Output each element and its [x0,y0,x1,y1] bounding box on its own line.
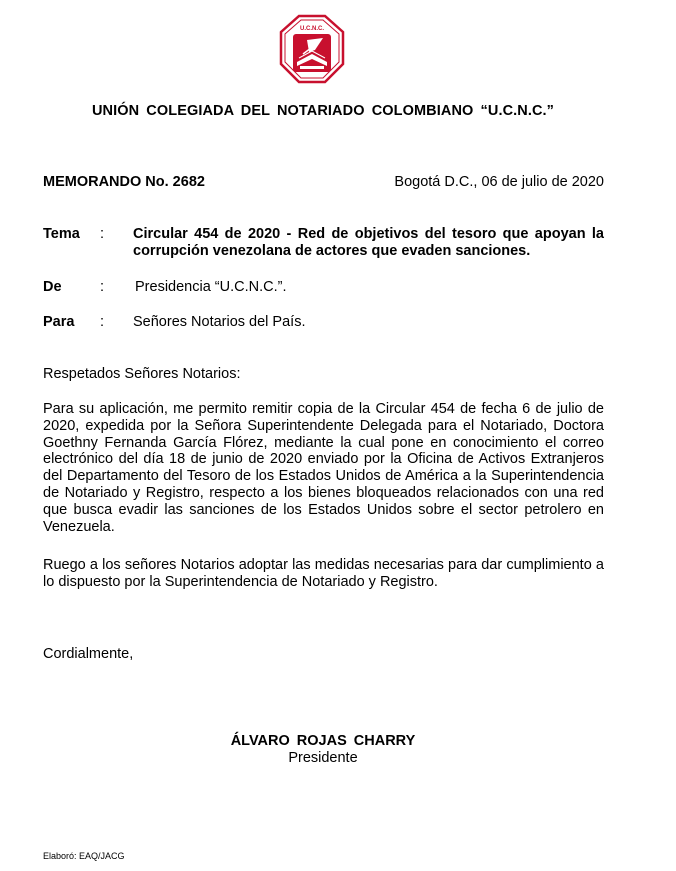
field-para-value: Señores Notarios del País. [133,314,306,330]
memo-header-row [43,174,604,190]
prepared-by: Elaboró: EAQ/JACG [43,851,125,861]
field-tema-label: Tema [43,226,80,242]
logo-text: U.C.N.C. [300,26,324,32]
field-de-label: De [43,279,62,295]
memo-date: Bogotá D.C., 06 de julio de 2020 [394,174,604,190]
field-tema-value: Circular 454 de 2020 - Red de objetivos del tesoro que apoyan la corrupción venezolana de actores que evaden sanciones. [133,226,604,259]
memo-number: MEMORANDO No. 2682 [43,174,205,190]
field-de-value: Presidencia “U.C.N.C.”. [135,279,287,295]
closing: Cordialmente, [43,646,134,662]
field-tema-colon: : [100,226,105,242]
signature-block [0,733,646,766]
organization-name: UNIÓN COLEGIADA DEL NOTARIADO COLOMBIANO “U.C.N.C.” [91,103,555,119]
field-para-label: Para [43,314,75,330]
field-de-colon: : [100,279,105,295]
ucnc-seal-icon [279,14,345,84]
greeting: Respetados Señores Notarios: [43,366,241,382]
field-para-colon: : [100,314,105,330]
signatory-title: Presidente [288,750,358,766]
signatory-name: ÁLVARO ROJAS CHARRY [230,733,416,749]
body-paragraph-1: Para su aplicación, me permito remitir copia de la Circular 454 de fecha 6 de julio de 2020, expedida por la Señora Superintendente Delegada para el Notariado, Doctora Goethny Fernanda García Flórez, mediante la cual pone en conocimiento el correo electrónico del día 18 de junio de 2020 enviado por la Oficina de Activos Extranjeros del Departamento del Tesoro de los Estados Unidos de América a la Superintendencia de Notariado y Registro, respecto a los bienes bloqueados relacionados con una red que busca evadir las sanciones de los Estados Unidos sobre el sector petrolero en Venezuela. [43,401,604,535]
body-paragraph-2: Ruego a los señores Notarios adoptar las medidas necesarias para dar cumplimiento a lo dispuesto por la Superintendencia de Notariado y Registro. [43,557,604,590]
